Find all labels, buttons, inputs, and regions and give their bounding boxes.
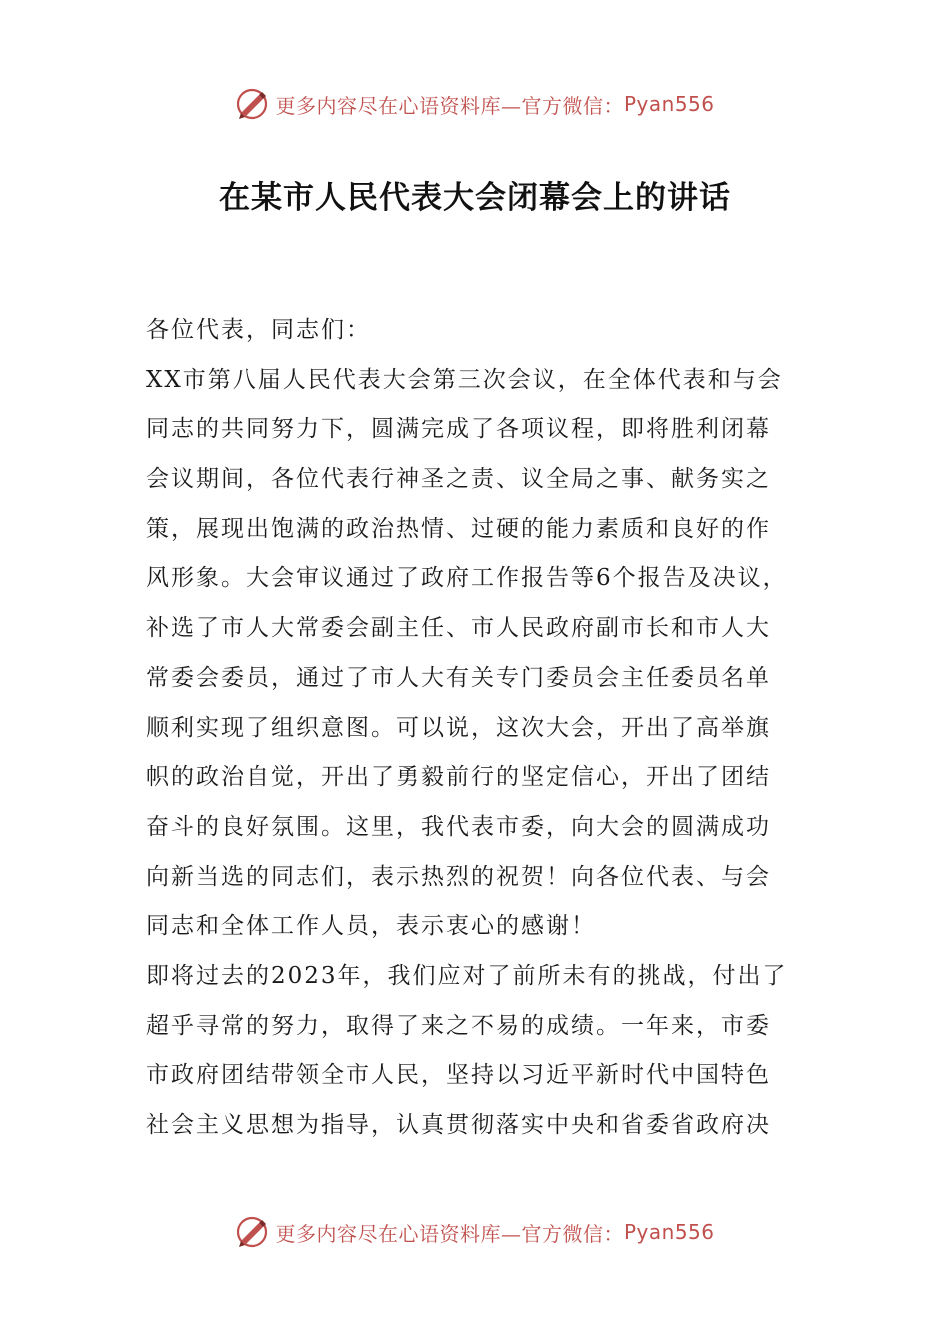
header-watermark [0,84,950,124]
body-line: 同志和全体工作人员，表示衷心的感谢！ [146,913,596,940]
watermark-text: 更多内容尽在心语资料库—官方微信： [275,1221,624,1246]
body-line: 常委会委员，通过了市人大有关专门委员会主任委员名单 [146,664,771,691]
body-line: 风形象。大会审议通过了政府工作报告等6个报告及决议， [146,565,788,592]
body-line: 即将过去的2023年，我们应对了前所未有的挑战，付出了 [146,962,788,989]
watermark-handle: Pyan556 [623,1220,715,1244]
watermark-handle: Pyan556 [623,92,715,116]
body-line: 超乎寻常的努力，取得了来之不易的成绩。一年来，市委 [146,1012,771,1039]
footer-watermark [0,1212,950,1252]
body-line: 帜的政治自觉，开出了勇毅前行的坚定信心，开出了团结 [146,764,771,791]
body-line: 同志的共同努力下，圆满完成了各项议程，即将胜利闭幕 [146,416,771,443]
body-line: 奋斗的良好氛围。这里，我代表市委，向大会的圆满成功 [146,813,771,840]
body-line: 补选了市人大常委会副主任、市人民政府副市长和市人大 [146,615,771,642]
document-body [146,306,806,1151]
body-line: XX市第八届人民代表大会第三次会议，在全体代表和与会 [146,366,783,393]
pen-circle-logo-icon [235,1215,269,1249]
body-line: 各位代表，同志们： [146,317,371,343]
page-title: 在某市人民代表大会闭幕会上的讲话 [219,180,731,216]
body-line: 社会主义思想为指导，认真贯彻落实中央和省委省政府决 [146,1112,771,1138]
watermark-text: 更多内容尽在心语资料库—官方微信： [275,93,624,118]
pen-circle-logo-icon [235,87,269,121]
body-line: 策，展现出饱满的政治热情、过硬的能力素质和良好的作 [146,515,771,542]
body-line: 向新当选的同志们，表示热烈的祝贺！向各位代表、与会 [146,863,771,890]
body-line: 会议期间，各位代表行神圣之责、议全局之事、献务实之 [146,466,771,493]
body-line: 顺利实现了组织意图。可以说，这次大会，开出了高举旗 [146,714,771,741]
body-line: 市政府团结带领全市人民，坚持以习近平新时代中国特色 [146,1062,771,1089]
